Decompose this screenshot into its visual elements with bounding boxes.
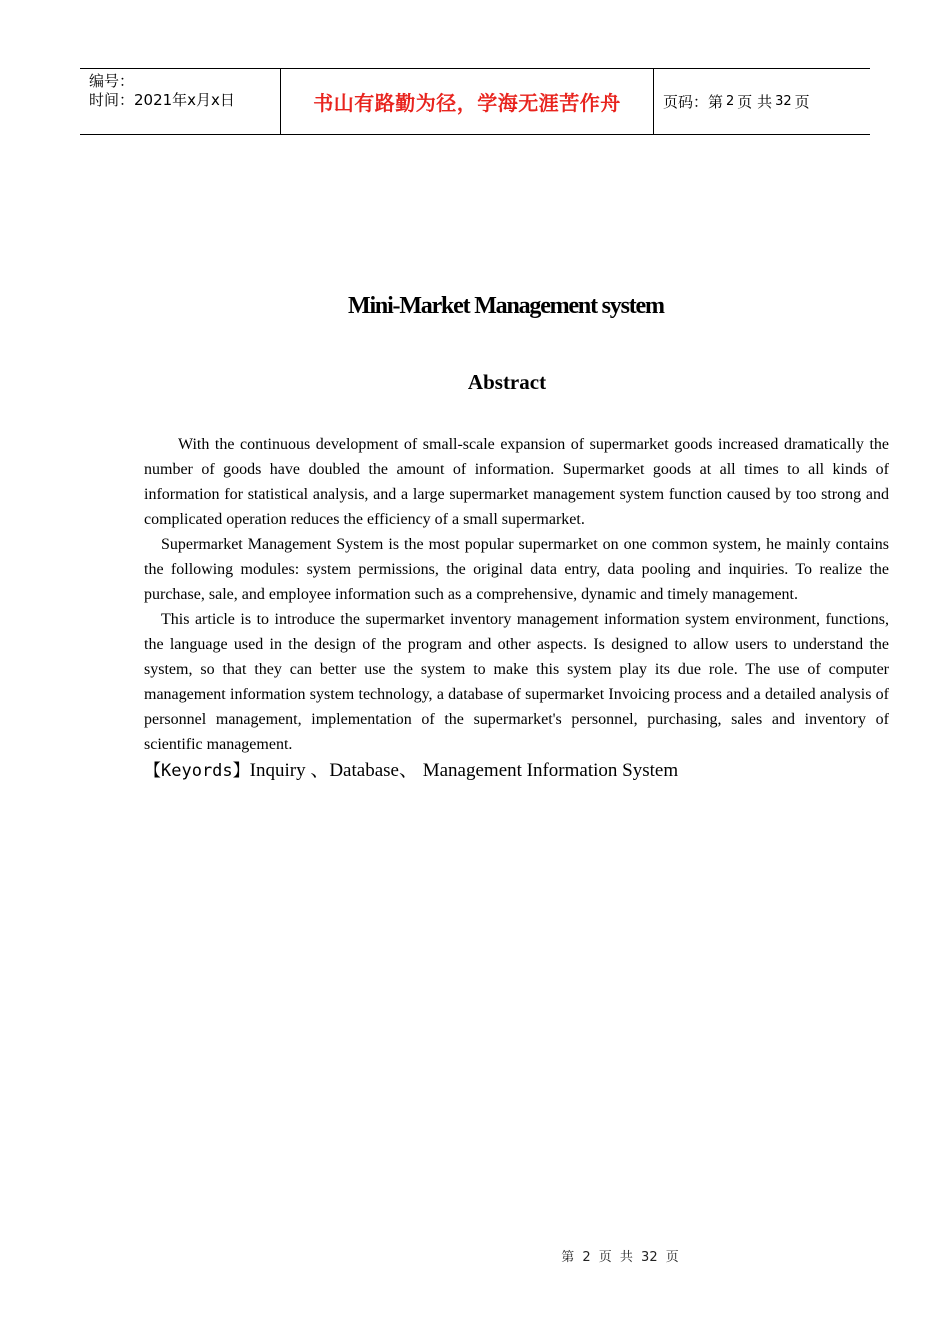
page-label-mid: 页 共 (737, 93, 773, 111)
header-info-cell (80, 69, 281, 134)
document-title: Mini-Market Management system (348, 293, 664, 319)
abstract-paragraph: Supermarket Management System is the most popular supermarket on one common system, he mainly contains the following modules: system permissions, the original data entry, data pooling and inquiries. To realize the purchase, sale, and employee information such as a comprehensive, dynamic and timely management. (144, 536, 889, 603)
page-header (80, 68, 870, 135)
keywords-text: Inquiry 、Database、 Management Information System (249, 760, 679, 781)
page-label-prefix: 页码：第 (663, 93, 724, 111)
abstract-paragraph: This article is to introduce the supermarket inventory management information system environment, functions, the language used in the design of the program and other aspects. Is designed to allow users to understand the system, so that they can better use the system to make this system play its due role. The use of computer management information system technology, a database of supermarket Invoicing process and a detailed analysis of personnel management, implementation of the supermarket's personnel, purchasing, sales and inventory of scientific management. (144, 611, 889, 753)
abstract-paragraph: With the continuous development of small-scale expansion of supermarket goods increased dramatically the number of goods have doubled the amount of information. Supermarket goods at all times to all kinds of information for statistical analysis, and a large supermarket management system function caused by too strong and complicated operation reduces the efficiency of a small supermarket. (144, 436, 889, 528)
page-footer: 第 2 页 共 32 页 (561, 1250, 679, 1265)
keywords-label: 【Keyords】 (144, 761, 250, 781)
abstract-body (144, 432, 889, 785)
page-total: 32 (775, 94, 792, 109)
header-page-info (654, 69, 870, 134)
date-label: 时间：2021年x月x日 (89, 91, 235, 109)
header-motto: 书山有路勤为径，学海无涯苦作舟 (281, 69, 654, 134)
page-label-suffix: 页 (794, 93, 810, 111)
number-label: 编号： (89, 72, 135, 90)
abstract-heading: Abstract (467, 370, 547, 394)
keywords-line (144, 757, 889, 785)
page-current: 2 (726, 94, 735, 109)
